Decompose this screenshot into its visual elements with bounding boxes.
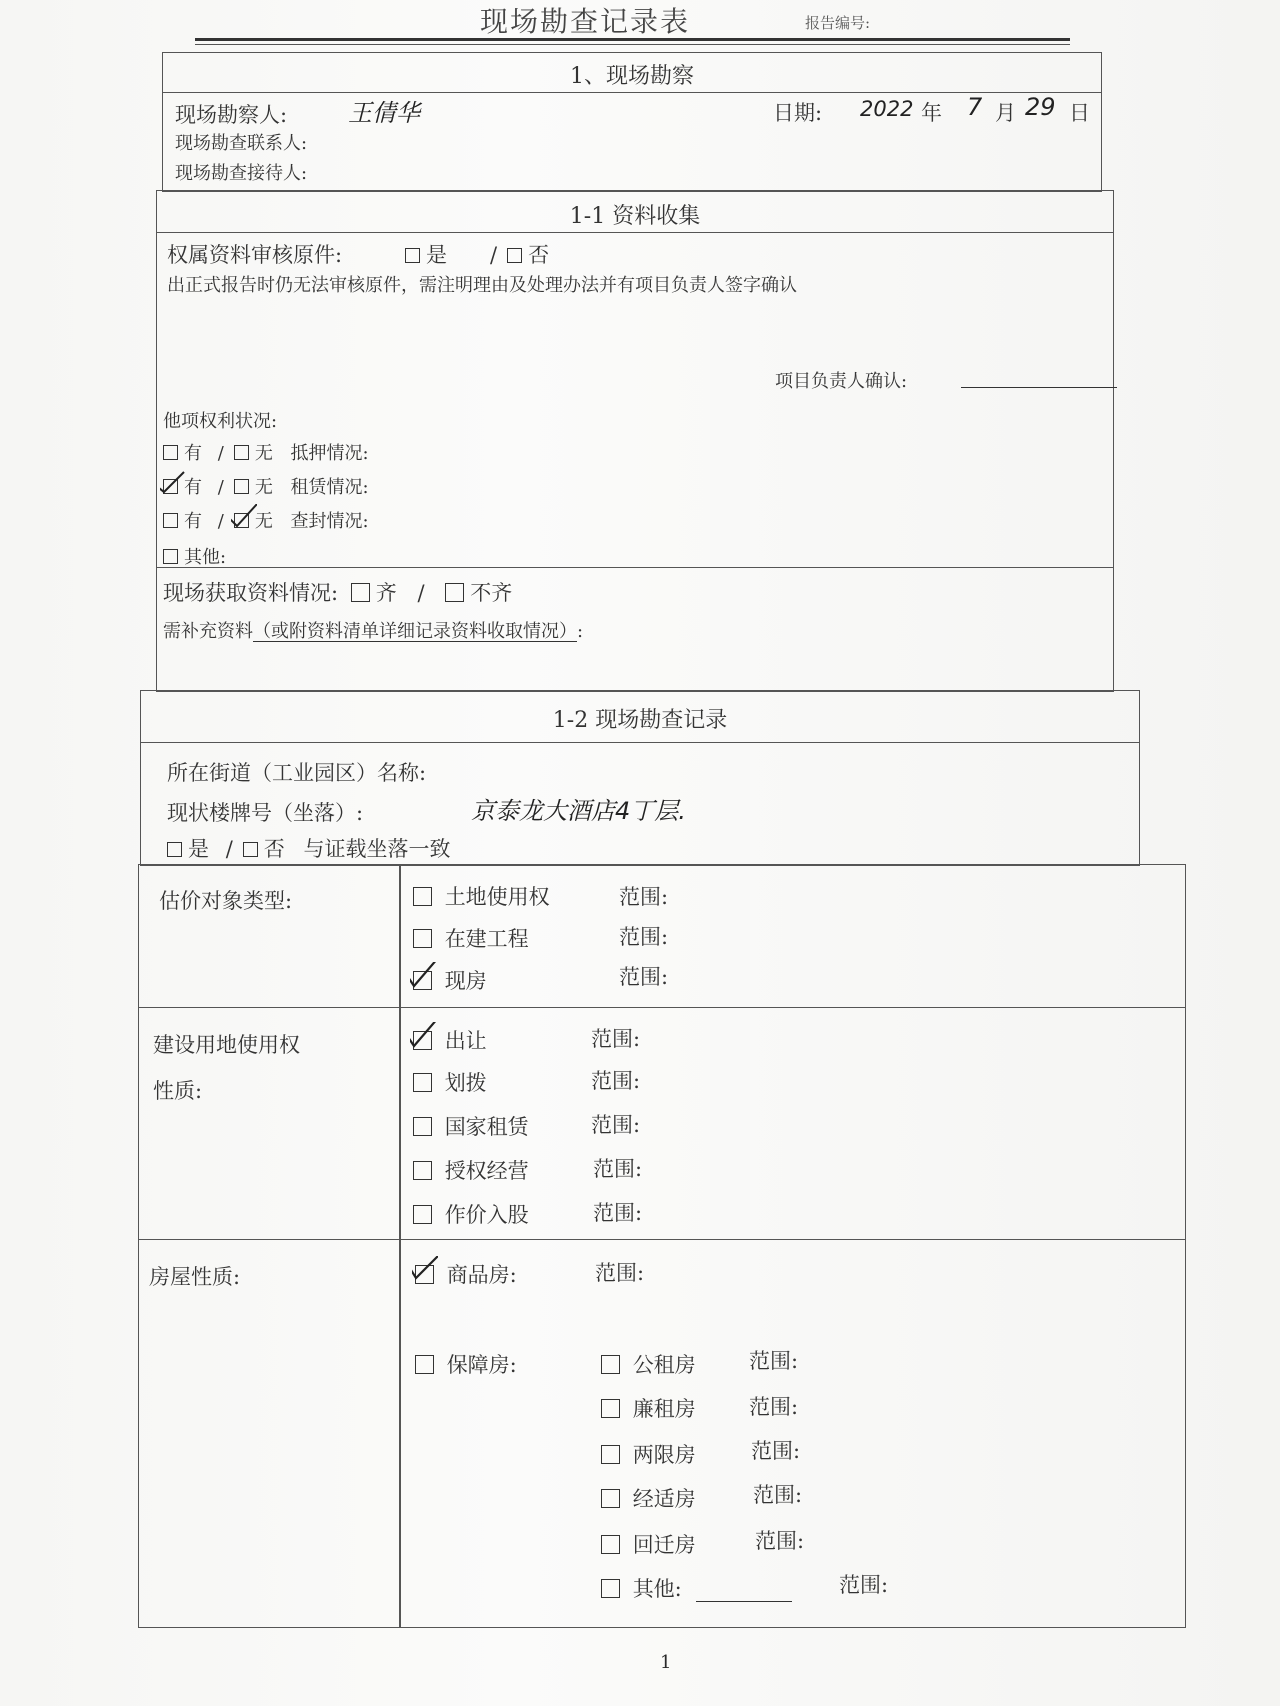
checkbox-state-lease[interactable]	[413, 1117, 432, 1136]
land-right-equity[interactable]: 作价入股	[413, 1199, 529, 1229]
checkbox-docs-incomplete[interactable]	[445, 583, 464, 602]
check-mark-icon	[160, 470, 186, 496]
checkbox-mortgage-have[interactable]	[163, 445, 178, 460]
inspector-signature: 王倩华	[348, 99, 420, 127]
page-number: 1	[660, 1652, 672, 1673]
affordable-public-rental[interactable]: 公租房	[601, 1349, 696, 1379]
checkbox-authorized-operation[interactable]	[413, 1161, 432, 1180]
day-unit: 日	[1069, 101, 1090, 125]
affordable-low-rent[interactable]: 廉租房	[601, 1393, 696, 1423]
range-label: 范围:	[753, 1483, 803, 1507]
inspector-label: 现场勘察人:	[175, 103, 288, 127]
checkbox-mortgage-none[interactable]	[234, 445, 249, 460]
range-label: 范围:	[751, 1439, 801, 1463]
lease-row: 有 / 无 租赁情况:	[163, 473, 369, 499]
onsite-docs-row: 现场获取资料情况: 齐 / 不齐	[163, 581, 513, 605]
property-details-grid	[138, 864, 1186, 1628]
check-mark-icon	[412, 1256, 438, 1282]
range-label: 范围:	[595, 1261, 645, 1285]
date-label: 日期:	[773, 101, 823, 125]
year-unit: 年	[921, 101, 942, 125]
valuation-type-label: 估价对象类型:	[159, 889, 293, 913]
checkbox-consistent-no[interactable]	[243, 842, 258, 857]
range-label: 范围:	[749, 1349, 799, 1373]
checkbox-economy-housing[interactable]	[601, 1489, 620, 1508]
affordable-price-limited[interactable]: 两限房	[601, 1439, 696, 1469]
range-label: 范围:	[591, 1027, 641, 1051]
date-year: 2022	[860, 97, 914, 121]
checkbox-equity-investment[interactable]	[413, 1205, 432, 1224]
address-label: 现状楼牌号（坐落）:	[167, 801, 364, 825]
range-label: 范围:	[749, 1395, 799, 1419]
street-label: 所在街道（工业园区）名称:	[167, 761, 427, 785]
checkbox-seal-have[interactable]	[163, 513, 178, 528]
title-rule	[195, 38, 1070, 41]
divider	[157, 567, 1113, 568]
range-label: 范围:	[593, 1201, 643, 1225]
checkbox-review-yes[interactable]	[405, 248, 420, 263]
checkbox-consistent-yes[interactable]	[167, 842, 182, 857]
housing-label: 房屋性质:	[149, 1265, 241, 1289]
housing-commercial[interactable]: 商品房:	[415, 1259, 517, 1289]
checkbox-land-use-right[interactable]	[413, 887, 432, 906]
checkbox-transfer[interactable]	[413, 1031, 432, 1050]
range-label: 范围:	[755, 1529, 805, 1553]
other-blank-line[interactable]	[696, 1577, 792, 1602]
land-right-label-line2: 性质:	[153, 1079, 203, 1103]
range-label: 范围:	[839, 1573, 889, 1597]
checkbox-review-no[interactable]	[507, 248, 522, 263]
checkbox-relocation-housing[interactable]	[601, 1535, 620, 1554]
range-label: 范围:	[591, 1113, 641, 1137]
land-right-label-line1: 建设用地使用权	[153, 1033, 300, 1057]
check-mark-icon	[410, 1022, 436, 1048]
checkbox-under-construction[interactable]	[413, 929, 432, 948]
section-1-1-title: 1-1 资料收集	[569, 204, 701, 229]
month-unit: 月	[995, 101, 1016, 125]
checkbox-affordable-housing[interactable]	[415, 1355, 434, 1374]
section-1-1-box	[156, 190, 1114, 692]
land-right-authorized[interactable]: 授权经营	[413, 1155, 529, 1185]
check-mark-icon	[410, 962, 436, 988]
original-review-label: 权属资料审核原件:	[167, 243, 343, 267]
checkbox-lease-have[interactable]	[163, 479, 178, 494]
affordable-relocation[interactable]: 回迁房	[601, 1529, 696, 1559]
pm-signature-line[interactable]	[961, 387, 1117, 388]
row-divider-1	[139, 1007, 1185, 1008]
valuation-type-construction[interactable]: 在建工程	[413, 923, 529, 953]
address-handwritten: 京泰龙大酒店4丁层.	[471, 797, 686, 825]
checkbox-lease-none[interactable]	[234, 479, 249, 494]
supplement-row: 需补充资料（或附资料清单详细记录资料收取情况）:	[163, 621, 584, 642]
checkbox-public-rental[interactable]	[601, 1355, 620, 1374]
other-row: 其他:	[163, 543, 226, 569]
section-1-box	[162, 52, 1102, 192]
checkbox-seal-none[interactable]	[234, 513, 249, 528]
range-label: 范围:	[591, 1069, 641, 1093]
seal-row: 有 / 无 查封情况:	[163, 507, 369, 533]
date-month: 7	[967, 93, 983, 121]
land-right-allocation[interactable]: 划拨	[413, 1067, 487, 1097]
housing-affordable[interactable]: 保障房:	[415, 1349, 517, 1379]
contact-label: 现场勘查联系人:	[175, 133, 308, 154]
checkbox-commercial-housing[interactable]	[415, 1265, 434, 1284]
checkbox-other[interactable]	[163, 549, 178, 564]
land-right-transfer[interactable]: 出让	[413, 1025, 487, 1055]
consistency-row: 是 / 否 与证载坐落一致	[167, 833, 450, 863]
range-label: 范围:	[619, 965, 669, 989]
original-review-no[interactable]: / 否	[490, 243, 550, 267]
valuation-type-existing[interactable]: 现房	[413, 965, 487, 995]
range-label: 范围:	[619, 925, 669, 949]
original-review-yes[interactable]: 是	[405, 239, 447, 269]
other-rights-label: 他项权利状况:	[163, 411, 278, 432]
checkbox-allocation[interactable]	[413, 1073, 432, 1092]
report-number-label: 报告编号:	[805, 14, 871, 32]
checkbox-low-rent[interactable]	[601, 1399, 620, 1418]
review-note: 出正式报告时仍无法审核原件，需注明理由及处理办法并有项目负责人签字确认	[167, 275, 797, 296]
title-rule-thin	[195, 44, 1070, 45]
affordable-other[interactable]: 其他:	[601, 1573, 792, 1603]
valuation-type-land[interactable]: 土地使用权	[413, 881, 550, 911]
range-label: 范围:	[593, 1157, 643, 1181]
affordable-economy[interactable]: 经适房	[601, 1483, 696, 1513]
form-title: 现场勘查记录表	[480, 5, 691, 38]
checkbox-existing-house[interactable]	[413, 971, 432, 990]
section-1-title-row	[163, 53, 1101, 93]
range-label: 范围:	[619, 885, 669, 909]
section-1-1-title-row	[157, 191, 1113, 233]
pm-confirm-label: 项目负责人确认:	[775, 371, 908, 392]
checkbox-docs-complete[interactable]	[351, 583, 370, 602]
section-1-title: 1、现场勘察	[570, 64, 694, 89]
section-1-2-title: 1-2 现场勘查记录	[552, 708, 728, 733]
mortgage-row: 有 / 无 抵押情况:	[163, 439, 369, 465]
section-1-2-title-row	[141, 691, 1139, 743]
section-1-2-box	[140, 690, 1140, 866]
row-divider-2	[139, 1239, 1185, 1240]
column-divider	[399, 865, 401, 1627]
land-right-state-lease[interactable]: 国家租赁	[413, 1111, 529, 1141]
checkbox-other-housing[interactable]	[601, 1579, 620, 1598]
check-mark-icon	[231, 504, 257, 530]
receiver-label: 现场勘查接待人:	[175, 163, 308, 184]
date-day: 29	[1025, 93, 1056, 121]
checkbox-price-limited[interactable]	[601, 1445, 620, 1464]
